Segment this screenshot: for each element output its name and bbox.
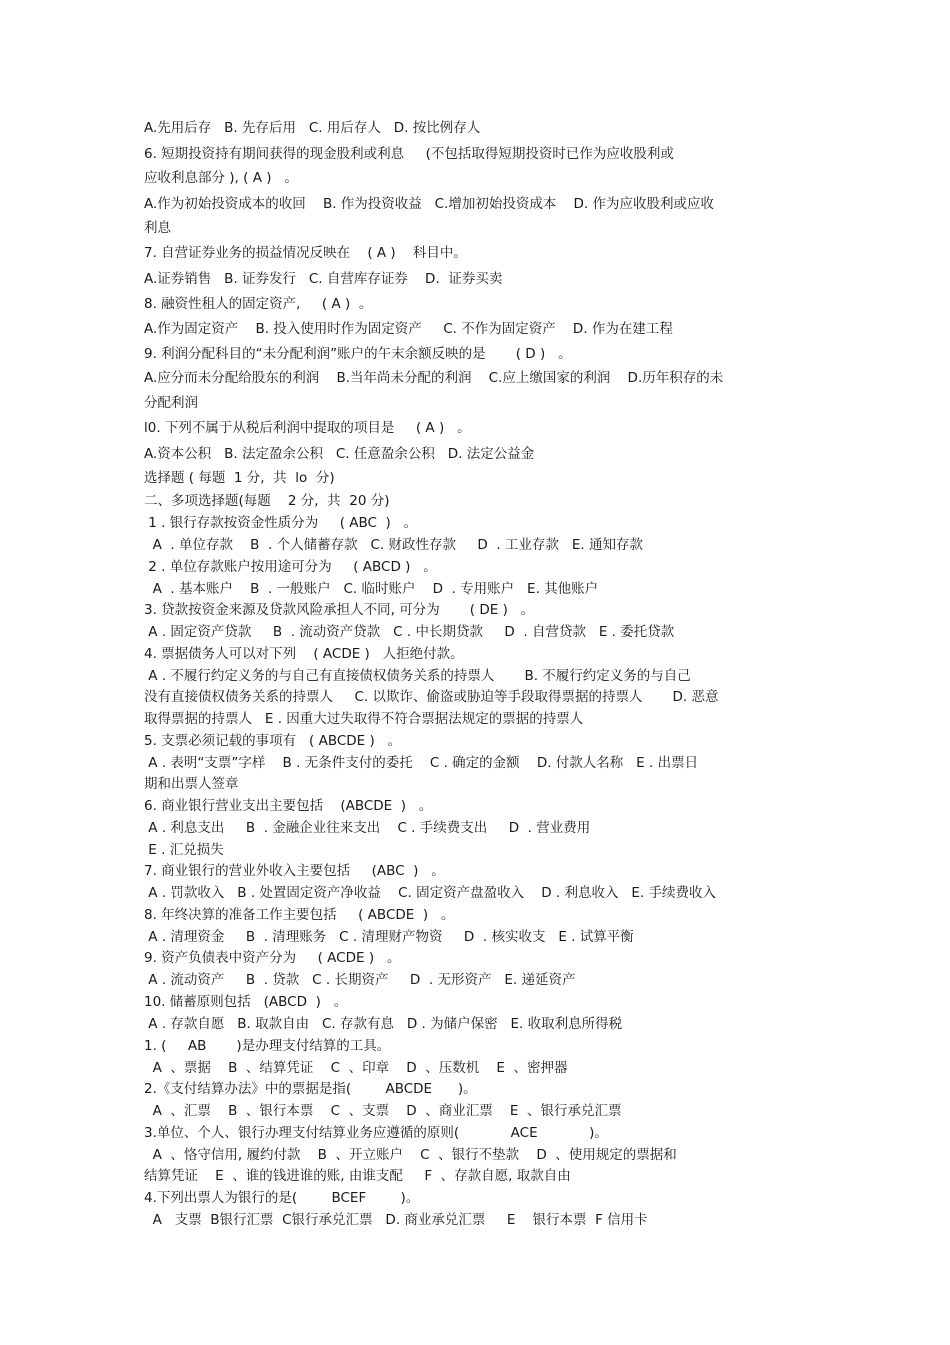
text-line: 10. 储蓄原则包括 (ABCD ) 。 (144, 994, 348, 1010)
text-line: A 、恪守信用, 履约付款 B 、开立账户 C 、银行不垫款 D 、使用规定的票据和 (144, 1147, 677, 1163)
text-line: A . 罚款收入 B . 处置固定资产净收益 C. 固定资产盘盈收入 D . 利息收入 E. 手续费收入 (144, 885, 717, 901)
text-line: 4.下列出票人为银行的是( BCEF )。 (144, 1190, 420, 1206)
text-line: l0. 下列不属于从税后利润中提取的项目是 ( A ) 。 (144, 420, 471, 436)
text-line: 期和出票人签章 (144, 776, 239, 792)
text-line: 二、多项选择题(每题 2 分, 共 20 分) (144, 493, 390, 509)
text-line: 应收利息部分 ), ( A ) 。 (144, 170, 298, 186)
text-line: A . 清理资金 B . 清理账务 C . 清理财产物资 D . 核实收支 E . 试算平衡 (144, 929, 634, 945)
text-line: E . 汇兑损失 (144, 842, 224, 858)
text-line: A.应分而未分配给股东的利润 B.当年尚未分配的利润 C.应上缴国家的利润 D.历年积存的未 (144, 370, 724, 386)
text-line: A.作为固定资产 B. 投入使用时作为固定资产 C. 不作为固定资产 D. 作为在建工程 (144, 321, 673, 337)
text-line: A . 流动资产 B . 贷款 C . 长期资产 D . 无形资产 E. 递延资产 (144, 972, 576, 988)
text-line: 结算凭证 E 、谁的钱进谁的账, 由谁支配 F 、存款自愿, 取款自由 (144, 1168, 571, 1184)
text-line: A . 不履行约定义务的与自己有直接债权债务关系的持票人 B. 不履行约定义务的与自己 (144, 668, 691, 684)
text-line: 利息 (144, 220, 171, 236)
text-line: A 支票 B银行汇票 C银行承兑汇票 D. 商业承兑汇票 E 银行本票 F 信用卡 (144, 1212, 648, 1228)
text-line: A . 表明“支票”字样 B . 无条件支付的委托 C . 确定的金额 D. 付款人名称 E . 出票日 (144, 755, 699, 771)
text-line: 7. 自营证券业务的损益情况反映在 ( A ) 科目中。 (144, 245, 467, 261)
text-line: 9. 资产负债表中资产分为 ( ACDE ) 。 (144, 950, 401, 966)
text-line: 3. 贷款按资金来源及贷款风险承担人不同, 可分为 ( DE ) 。 (144, 602, 535, 618)
text-line: 7. 商业银行的营业外收入主要包括 (ABC ) 。 (144, 863, 445, 879)
text-line: 取得票据的持票人 E . 因重大过失取得不符合票据法规定的票据的持票人 (144, 711, 584, 727)
text-line: 3.单位、个人、银行办理支付结算业务应遵循的原则( ACE )。 (144, 1125, 608, 1141)
text-line: 1 . 银行存款按资金性质分为 ( ABC ) 。 (144, 515, 418, 531)
text-line: A.资本公积 B. 法定盈余公积 C. 任意盈余公积 D. 法定公益金 (144, 446, 535, 462)
text-line: 4. 票据债务人可以对下列 ( ACDE ) 人拒绝付款。 (144, 646, 464, 662)
text-line: A . 存款自愿 B. 取款自由 C. 存款有息 D . 为储户保密 E. 收取利息所得税 (144, 1016, 623, 1032)
text-line: A . 固定资产贷款 B . 流动资产贷款 C . 中长期贷款 D . 自营贷款 E . 委托贷款 (144, 624, 675, 640)
text-line: A.证券销售 B. 证券发行 C. 自营库存证券 D. 证券买卖 (144, 271, 503, 287)
text-line: 2.《支付结算办法》中的票据是指( ABCDE )。 (144, 1081, 477, 1097)
text-line: 分配利润 (144, 395, 198, 411)
text-line: A . 利息支出 B . 金融企业往来支出 C . 手续费支出 D . 营业费用 (144, 820, 591, 836)
text-line: 1. ( AB )是办理支付结算的工具。 (144, 1038, 391, 1054)
text-line: 没有直接债权债务关系的持票人 C. 以欺诈、偷盗或胁迫等手段取得票据的持票人 D. 恶意 (144, 689, 719, 705)
text-line: A . 基本账户 B . 一般账户 C. 临时账户 D . 专用账户 E. 其他账户 (144, 581, 599, 597)
text-line: 8. 融资性租人的固定资产, ( A ) 。 (144, 296, 373, 312)
text-line: 选择题 ( 每题 1 分, 共 lo 分) (144, 470, 335, 486)
text-line: A 、汇票 B 、银行本票 C 、支票 D 、商业汇票 E 、银行承兑汇票 (144, 1103, 622, 1119)
text-line: 8. 年终决算的准备工作主要包括 ( ABCDE ) 。 (144, 907, 455, 923)
text-line: A.先用后存 B. 先存后用 C. 用后存人 D. 按比例存人 (144, 120, 481, 136)
text-line: 6. 短期投资持有期间获得的现金股利或利息 (不包括取得短期投资时已作为应收股利或 (144, 146, 674, 162)
text-line: 5. 支票必须记载的事项有 ( ABCDE ) 。 (144, 733, 402, 749)
text-line: 2 . 单位存款账户按用途可分为 ( ABCD ) 。 (144, 559, 437, 575)
text-line: A . 单位存款 B . 个人储蓄存款 C. 财政性存款 D . 工业存款 E. 通知存款 (144, 537, 643, 553)
text-line: 9. 利润分配科目的“未分配利润”账户的午末余额反映的是 ( D ) 。 (144, 346, 572, 362)
text-line: A 、票据 B 、结算凭证 C 、印章 D 、压数机 E 、密押器 (144, 1060, 568, 1076)
text-line: 6. 商业银行营业支出主要包括 (ABCDE ) 。 (144, 798, 433, 814)
text-line: A.作为初始投资成本的收回 B. 作为投资收益 C.增加初始投资成本 D. 作为应收股利或应收 (144, 196, 715, 212)
